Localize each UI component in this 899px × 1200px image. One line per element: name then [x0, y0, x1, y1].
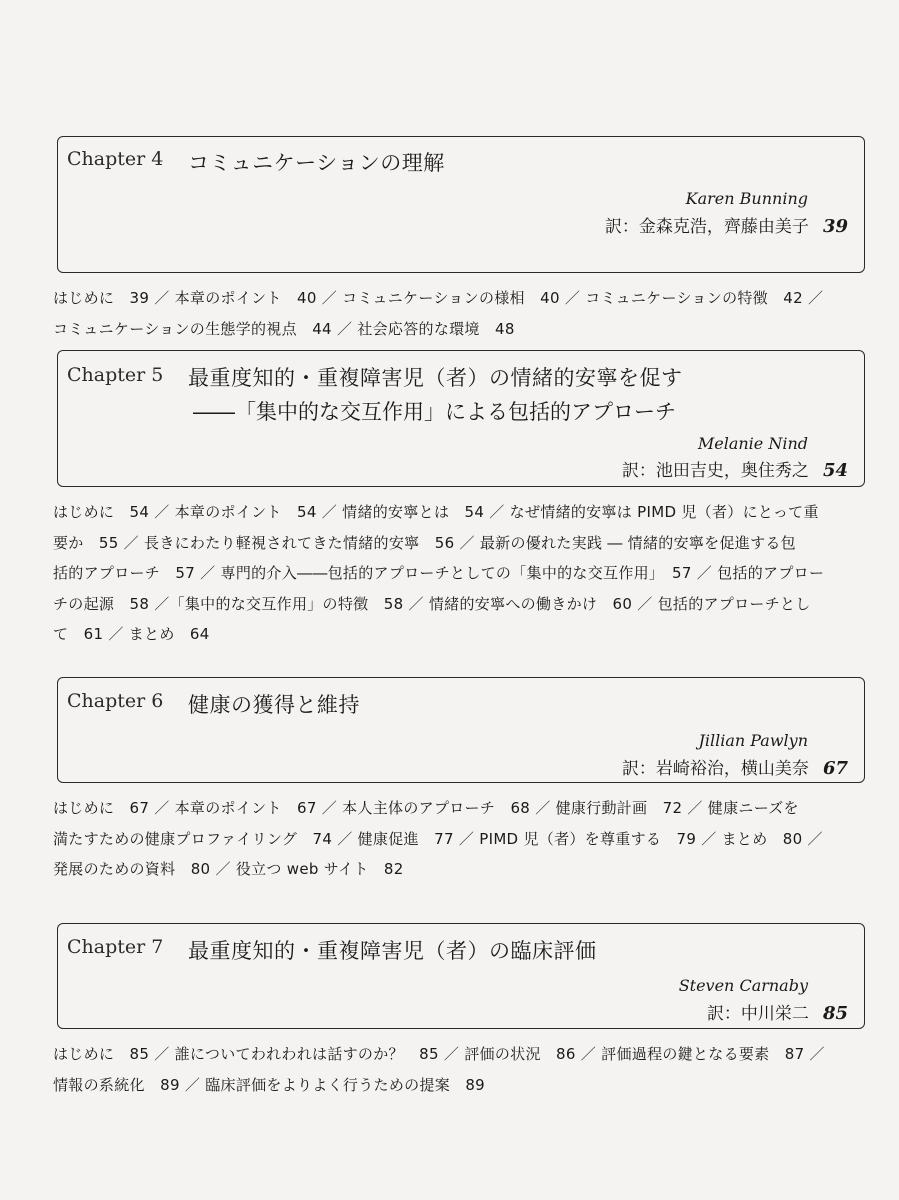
section-line: 要か 55 ／ 長きにわたり軽視されてきた情緒的安寧 56 ／ 最新の優れた実践 ― 情緒的安寧を促進する包: [53, 533, 796, 552]
section-line: はじめに 39 ／ 本章のポイント 40 ／ コミュニケーションの様相 40 ／ コミュニケーションの特徴 42 ／: [53, 289, 824, 307]
translator-row: [605, 212, 848, 237]
section-line: 満たすための健康プロファイリング 74 ／ 健康促進 77 ／ PIMD 児（者）を尊重する 79 ／ まとめ 80 ／: [53, 829, 823, 848]
chapter-6: [53, 677, 865, 885]
chapter-header-box: [57, 677, 865, 783]
section-line: て 61 ／ まとめ 64: [53, 625, 210, 643]
section-line: チの起源 58 ／「集中的な交互作用」の特徴 58 ／ 情緒的安寧への働きかけ 60 ／ 包括的アプローチとし: [53, 594, 811, 613]
chapter-translator: 訳：中川栄二: [706, 1004, 809, 1024]
section-list: [53, 1039, 865, 1100]
section-line: 情報の系統化 89 ／ 臨床評価をよりよく行うための提案 89: [53, 1075, 486, 1094]
section-list: [53, 793, 865, 885]
chapter-subtitle: ――「集中的な交互作用」による包括的アプローチ: [193, 400, 676, 424]
chapter-header-box: [57, 923, 865, 1029]
chapter-translator: 訳：岩崎裕治，横山美奈: [621, 759, 809, 779]
chapter-label: Chapter 5: [67, 364, 164, 386]
chapter-author: Jillian Pawlyn: [698, 731, 808, 750]
translator-row: [622, 754, 848, 779]
section-list: [53, 497, 865, 650]
chapter-page-number: 54: [822, 460, 848, 481]
chapter-page-number: 85: [822, 1003, 848, 1024]
chapter-author: Steven Carnaby: [678, 976, 808, 995]
section-line: 発展のための資料 80 ／ 役立つ web サイト 82: [53, 860, 404, 878]
chapter-page-number: 67: [822, 758, 848, 779]
translator-row: [622, 456, 848, 481]
section-line: はじめに 54 ／ 本章のポイント 54 ／ 情緒的安寧とは 54 ／ なぜ情緒的安寧は PIMD 児（者）にとって重: [53, 503, 819, 521]
chapter-author: Karen Bunning: [685, 189, 808, 208]
chapter-page-number: 39: [822, 216, 848, 237]
chapter-5: [53, 350, 865, 650]
section-line: はじめに 67 ／ 本章のポイント 67 ／ 本人主体のアプローチ 68 ／ 健康行動計画 72 ／ 健康ニーズを: [53, 799, 799, 817]
chapter-title: 最重度知的・重複障害児（者）の情緒的安寧を促す: [188, 366, 683, 390]
chapter-4: [53, 136, 865, 344]
chapter-7: [53, 923, 865, 1100]
section-list: [53, 283, 865, 344]
chapter-label: Chapter 6: [67, 690, 164, 712]
chapter-author: Melanie Nind: [697, 434, 808, 453]
chapter-translator: 訳：池田吉史，奥住秀之: [621, 461, 809, 481]
chapter-header-box: [57, 136, 865, 273]
chapter-translator: 訳：金森克浩，齊藤由美子: [604, 217, 809, 237]
section-line: 括的アプローチ 57 ／ 専門的介入――包括的アプローチとしての「集中的な交互作用」 57 ／ 包括的アプロー: [53, 564, 825, 582]
chapter-title: 健康の獲得と維持: [188, 693, 360, 717]
translator-row: [707, 999, 848, 1024]
chapter-header-box: [57, 350, 865, 487]
chapter-title: コミュニケーションの理解: [188, 151, 445, 175]
chapter-label: Chapter 7: [67, 936, 164, 958]
chapter-label: Chapter 4: [67, 148, 164, 170]
section-line: はじめに 85 ／ 誰についてわれわれは話すのか？ 85 ／ 評価の状況 86 ／ 評価過程の鍵となる要素 87 ／: [53, 1045, 825, 1063]
section-line: コミュニケーションの生態学的視点 44 ／ 社会応答的な環境 48: [53, 319, 515, 338]
chapter-title: 最重度知的・重複障害児（者）の臨床評価: [188, 939, 597, 963]
